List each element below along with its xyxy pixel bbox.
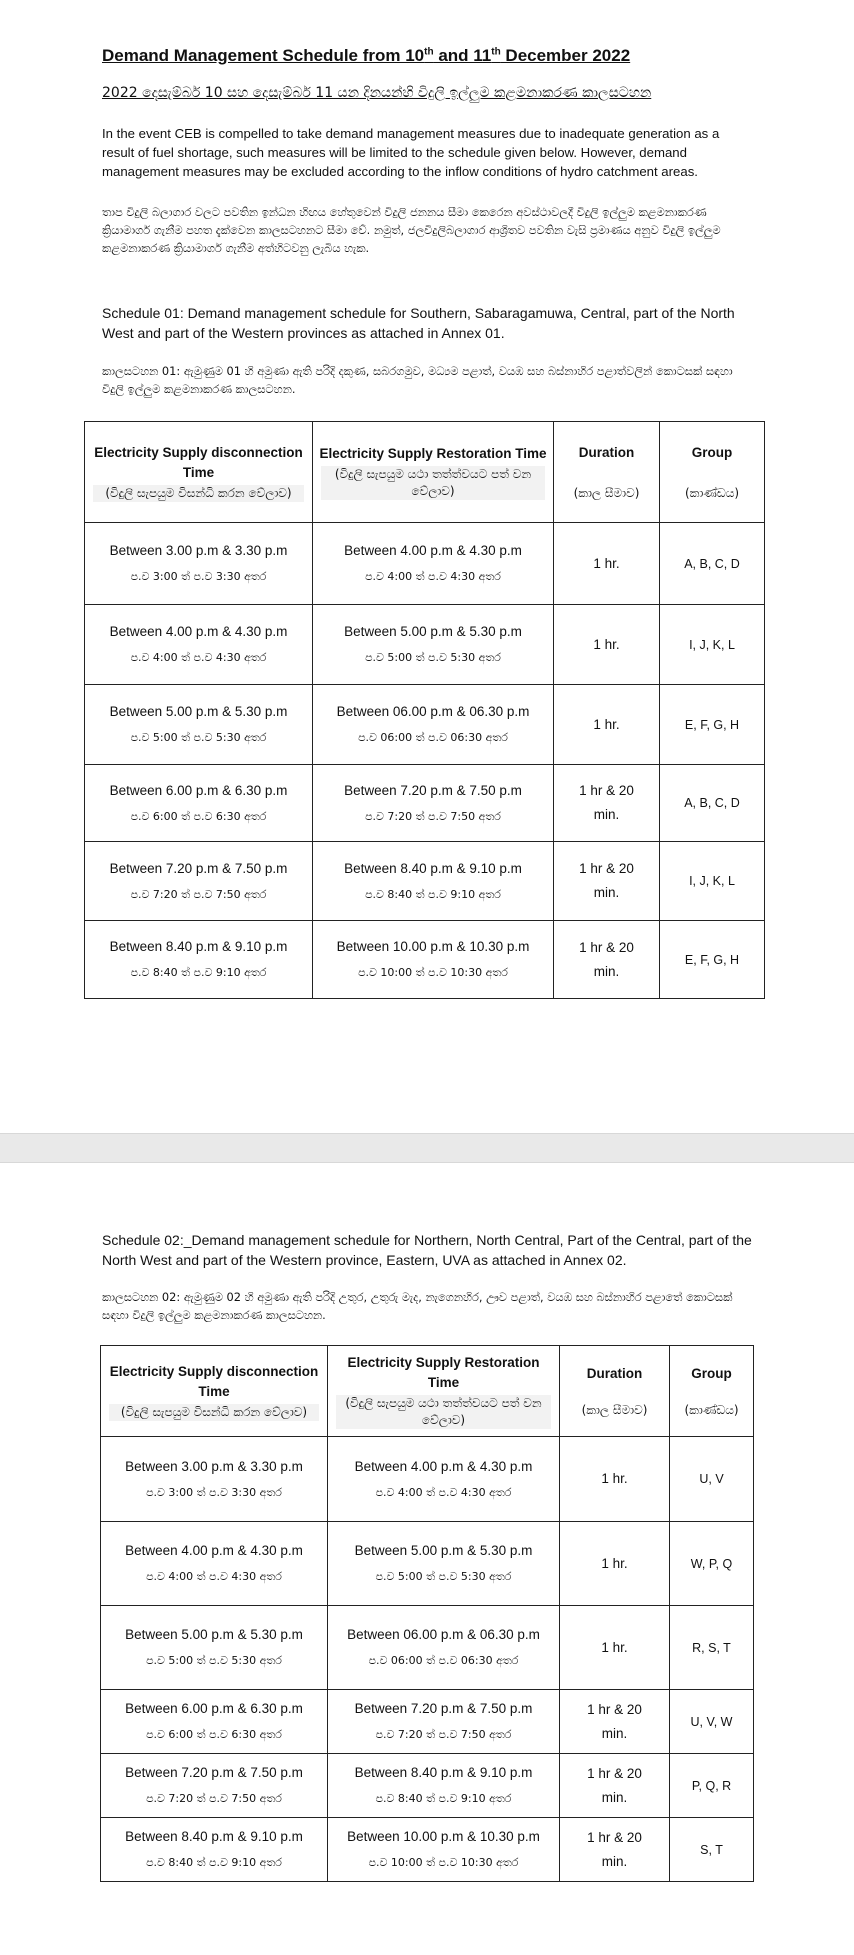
intro-paragraph: In the event CEB is compelled to take demand management measures due to inadequate generation as a result of fuel shortage, such measures will be limited to the schedule given below. However, demand management measures may be excluded according to the inflow conditions of hydro catchment areas. (102, 126, 720, 179)
restoration-time-cell: Between 06.00 p.m & 06.30 p.m ප.ව 06:00 ත් ප.ව 06:30 අතර (313, 685, 554, 765)
schedule-2-heading: Schedule 02:_Demand management schedule for Northern, North Central, Part of the Central, part of the North West and part of the Western province, Eastern, UVA as attached in Annex 02. (102, 1232, 752, 1268)
restoration-time-cell: Between 5.00 p.m & 5.30 p.m ප.ව 5:00 ත් ප.ව 5:30 අතර (313, 605, 554, 685)
schedule-1-rows (85, 523, 765, 999)
header-restoration-time: Electricity Supply Restoration Time (විදුලි සැපයුම යථා තත්ත්වයට පත් වන වේලාව) (328, 1346, 560, 1437)
disconnection-time-cell: Between 6.00 p.m & 6.30 p.m ප.ව 6:00 ත් ප.ව 6:30 අතර (85, 765, 313, 842)
header-duration: Duration (කාල සීමාව) (560, 1346, 670, 1437)
group-cell: U, V, W (670, 1690, 754, 1754)
group-cell: A, B, C, D (660, 523, 765, 605)
restoration-time-cell: Between 4.00 p.m & 4.30 p.m ප.ව 4:00 ත් ප.ව 4:30 අතර (328, 1437, 560, 1522)
schedule-1-heading: Schedule 01: Demand management schedule for Southern, Sabaragamuwa, Central, part of the North West and part of the Western provinces as attached in Annex 01. (102, 305, 735, 341)
group-cell: E, F, G, H (660, 921, 765, 999)
table-row (101, 1818, 754, 1882)
disconnection-time-cell: Between 5.00 p.m & 5.30 p.m ප.ව 5:00 ත් ප.ව 5:30 අතර (85, 685, 313, 765)
duration-value: 1 hr. (593, 555, 620, 571)
restoration-time-cell: Between 7.20 p.m & 7.50 p.m ප.ව 7:20 ත් ප.ව 7:50 අතර (328, 1690, 560, 1754)
disconnection-time-cell: Between 3.00 p.m & 3.30 p.m ප.ව 3:00 ත් ප.ව 3:30 අතර (85, 523, 313, 605)
table-row (101, 1522, 754, 1606)
header-disconnection-time: Electricity Supply disconnection Time (විදුලි සැපයුම විසන්ධි කරන වේලාව) (85, 422, 313, 523)
duration-cell (554, 921, 660, 999)
duration-value: 1 hr. (601, 1555, 628, 1571)
table-row (85, 523, 765, 605)
table-row (101, 1606, 754, 1690)
duration-value: 1 hr & 20 min. (579, 939, 634, 979)
duration-cell (560, 1606, 670, 1690)
duration-cell (560, 1818, 670, 1882)
duration-value: 1 hr & 20 min. (587, 1701, 642, 1741)
document-title-sinhala: 2022 දෙසැම්බර් 10 සහ දෙසැම්බර් 11 යන දිනයන්හි විදුලි ඉල්ලුම කළමනාකරණ කාලසටහන (102, 85, 652, 101)
disconnection-time-cell: Between 8.40 p.m & 9.10 p.m ප.ව 8:40 ත් ප.ව 9:10 අතර (101, 1818, 328, 1882)
duration-value: 1 hr. (593, 636, 620, 652)
duration-cell (554, 765, 660, 842)
page-separator (0, 1133, 854, 1163)
disconnection-time-cell: Between 4.00 p.m & 4.30 p.m ප.ව 4:00 ත් ප.ව 4:30 අතර (85, 605, 313, 685)
table-row (101, 1754, 754, 1818)
duration-value: 1 hr. (601, 1471, 628, 1486)
schedule-2-rows (101, 1437, 754, 1882)
restoration-time-cell: Between 4.00 p.m & 4.30 p.m ප.ව 4:00 ත් ප.ව 4:30 අතර (313, 523, 554, 605)
table-row (85, 765, 765, 842)
group-cell: U, V (670, 1437, 754, 1522)
table-header-row (101, 1346, 754, 1437)
document-title: Demand Management Schedule from 10th and 11th December 2022 (102, 46, 631, 65)
duration-value: 1 hr & 20 min. (579, 783, 634, 822)
group-cell: P, Q, R (670, 1754, 754, 1818)
header-group: Group (කාණ්ඩය) (670, 1346, 754, 1437)
duration-cell (560, 1437, 670, 1522)
restoration-time-cell: Between 06.00 p.m & 06.30 p.m ප.ව 06:00 ත් ප.ව 06:30 අතර (328, 1606, 560, 1690)
document-page-2 (0, 1163, 854, 1955)
restoration-time-cell: Between 10.00 p.m & 10.30 p.m ප.ව 10:00 ත් ප.ව 10:30 අතර (313, 921, 554, 999)
group-cell: E, F, G, H (660, 685, 765, 765)
group-cell: A, B, C, D (660, 765, 765, 842)
group-cell: S, T (670, 1818, 754, 1882)
group-cell: W, P, Q (670, 1522, 754, 1606)
table-row (85, 685, 765, 765)
duration-cell (554, 685, 660, 765)
table-row (85, 921, 765, 999)
disconnection-time-cell: Between 6.00 p.m & 6.30 p.m ප.ව 6:00 ත් ප.ව 6:30 අතර (101, 1690, 328, 1754)
duration-value: 1 hr & 20 min. (579, 861, 634, 900)
group-cell: I, J, K, L (660, 605, 765, 685)
duration-cell (560, 1522, 670, 1606)
restoration-time-cell: Between 8.40 p.m & 9.10 p.m ප.ව 8:40 ත් ප.ව 9:10 අතර (328, 1754, 560, 1818)
disconnection-time-cell: Between 5.00 p.m & 5.30 p.m ප.ව 5:00 ත් ප.ව 5:30 අතර (101, 1606, 328, 1690)
disconnection-time-cell: Between 7.20 p.m & 7.50 p.m ප.ව 7:20 ත් ප.ව 7:50 අතර (101, 1754, 328, 1818)
duration-value: 1 hr. (593, 716, 620, 732)
intro-paragraph-sinhala: තාප විදුලි බලාගාර වලට පවතින ඉන්ධන හිඟය හේතුවෙන් විදුලි ජනනය සීමා කෙරෙන අවස්ථාවලදී විදුලි ඉල්ලුම කළමනාකරණ ක්‍රියාමාර්ග ගැනීම පහත දැක්වෙන කාලසටහනට සීමා වේ. නමුත්, ජලවිදුලිබලාගාර ආශ්‍රිතව පවතින වැසි ප්‍රමාණය අනුව විදුලි ඉල්ලුම කළමනාකරණ ක්‍රියාමාර්ග ගැනීම අත්හිටවනු ලැබිය හැක. (102, 205, 721, 255)
duration-cell (560, 1690, 670, 1754)
duration-value: 1 hr. (601, 1639, 628, 1655)
header-disconnection-time: Electricity Supply disconnection Time (විදුලි සැපයුම විසන්ධි කරන වේලාව) (101, 1346, 328, 1437)
restoration-time-cell: Between 7.20 p.m & 7.50 p.m ප.ව 7:20 ත් ප.ව 7:50 අතර (313, 765, 554, 842)
group-cell: I, J, K, L (660, 842, 765, 921)
restoration-time-cell: Between 8.40 p.m & 9.10 p.m ප.ව 8:40 ත් ප.ව 9:10 අතර (313, 842, 554, 921)
duration-cell (554, 523, 660, 605)
table-row (101, 1437, 754, 1522)
table-row (101, 1690, 754, 1754)
duration-cell (554, 842, 660, 921)
duration-value: 1 hr & 20 min. (587, 1829, 642, 1869)
group-cell: R, S, T (670, 1606, 754, 1690)
header-duration: Duration (කාල සීමාව) (554, 422, 660, 523)
restoration-time-cell: Between 10.00 p.m & 10.30 p.m ප.ව 10:00 ත් ප.ව 10:30 අතර (328, 1818, 560, 1882)
schedule-2-heading-sinhala: කාලසටහන 02: ඇමුණුම 02 හි අමුණා ඇති පරිදි උතුර, උතුරු මැද, නැගෙනහිර, ඌව පළාත්, වයඹ සහ බස්නාහිර පළාතේ කොටසක් සඳහා විදුලි ඉල්ලුම කළමනාකරණ කාලසටහන. (102, 1290, 733, 1322)
schedule-2-table (100, 1345, 754, 1882)
disconnection-time-cell: Between 4.00 p.m & 4.30 p.m ප.ව 4:00 ත් ප.ව 4:30 අතර (101, 1522, 328, 1606)
schedule-1-table (84, 421, 765, 999)
header-group: Group (කාණ්ඩය) (660, 422, 765, 523)
disconnection-time-cell: Between 8.40 p.m & 9.10 p.m ප.ව 8:40 ත් ප.ව 9:10 අතර (85, 921, 313, 999)
duration-cell (554, 605, 660, 685)
duration-cell (560, 1754, 670, 1818)
table-header-row (85, 422, 765, 523)
table-row (85, 842, 765, 921)
disconnection-time-cell: Between 7.20 p.m & 7.50 p.m ප.ව 7:20 ත් ප.ව 7:50 අතර (85, 842, 313, 921)
disconnection-time-cell: Between 3.00 p.m & 3.30 p.m ප.ව 3:00 ත් ප.ව 3:30 අතර (101, 1437, 328, 1522)
header-restoration-time: Electricity Supply Restoration Time (විදුලි සැපයුම යථා තත්ත්වයට පත් වන වේලාව) (313, 422, 554, 523)
schedule-1-heading-sinhala: කාලසටහන 01: ඇමුණුම 01 හි අමුණා ඇති පරිදි දකුණ, සබරගමුව, මධ්‍යම පළාත්, වයඹ සහ බස්නාහිර පළාත්වලින් කොටසක් සඳහා විදුලි ඉල්ලුම කළමනාකරණ කාලසටහන. (102, 364, 733, 396)
duration-value: 1 hr & 20 min. (587, 1765, 642, 1805)
table-row (85, 605, 765, 685)
restoration-time-cell: Between 5.00 p.m & 5.30 p.m ප.ව 5:00 ත් ප.ව 5:30 අතර (328, 1522, 560, 1606)
